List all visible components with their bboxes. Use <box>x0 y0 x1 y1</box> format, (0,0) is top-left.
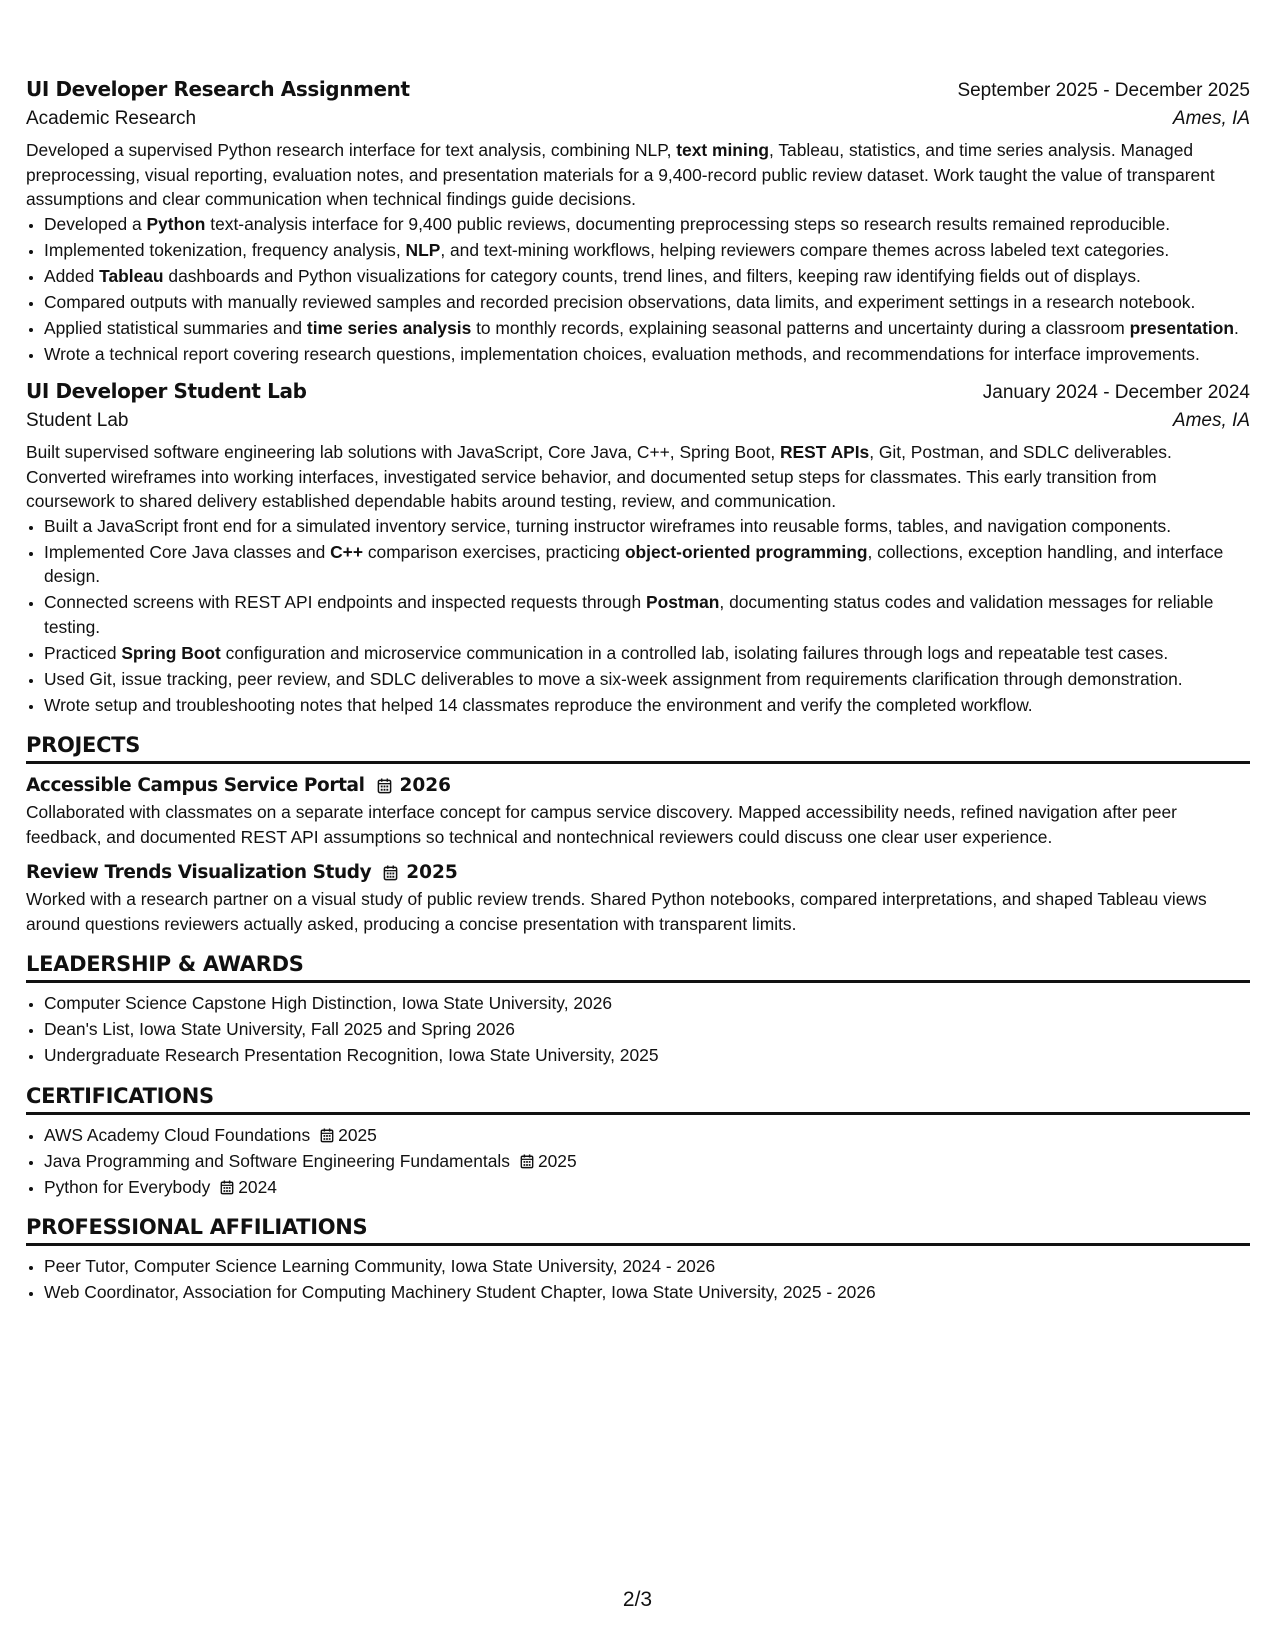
calendar-icon <box>220 1180 234 1195</box>
project-title: Review Trends Visualization Study <box>26 862 372 883</box>
job-title: UI Developer Research Assignment <box>26 77 410 101</box>
bullet-item: • Compared outputs with manually reviewed samples and recorded precision observations, data limits, and experiment settings in a research notebook. <box>44 290 1250 315</box>
organization: Student Lab <box>26 410 129 431</box>
job-summary: Developed a supervised Python research interface for text analysis, combining NLP, text mining, Tableau, statistics, and time series analysis. Managed preprocessing, visual reporting, evaluation notes, and presentation materials for a 9,400-record public review dataset. Work taught the value of transparent assumptions and clear communication when technical findings guide decisions. <box>26 140 1215 209</box>
organization: Academic Research <box>26 108 197 129</box>
affiliations-list <box>26 1254 1250 1305</box>
bullet-item: • Applied statistical summaries and time series analysis to monthly records, explaining seasonal patterns and uncertainty during a classroom presentation. <box>44 316 1250 341</box>
list-item: • Peer Tutor, Computer Science Learning Community, Iowa State University, 2024 - 2026 <box>44 1254 1250 1279</box>
certification-year: 2025 <box>537 1150 577 1171</box>
section-heading-projects: PROJECTS <box>26 731 1250 764</box>
project-year: 2025 <box>406 862 458 883</box>
experience-entry <box>26 376 1250 717</box>
bullet-item: • Developed a Python text-analysis interface for 9,400 public reviews, documenting preprocessing steps so research results remained reproducible. <box>44 212 1250 237</box>
experience-entry <box>26 74 1250 366</box>
location: Ames, IA <box>1172 108 1250 129</box>
calendar-icon <box>383 865 398 881</box>
bullet-item: • Implemented tokenization, frequency analysis, NLP, and text-mining workflows, helping reviewers compare themes across labeled text categories. <box>44 238 1250 263</box>
job-bullets <box>26 514 1250 718</box>
job-bullets <box>26 212 1250 367</box>
job-dates: September 2025 - December 2025 <box>957 80 1250 101</box>
project-entry <box>26 772 1250 849</box>
list-item: • Web Coordinator, Association for Computing Machinery Student Chapter, Iowa State University, 2025 - 2026 <box>44 1280 1250 1305</box>
bullet-item: • Wrote a technical report covering research questions, implementation choices, evaluation methods, and recommendations for interface improvements. <box>44 342 1250 367</box>
calendar-icon <box>320 1128 334 1143</box>
project-title: Accessible Campus Service Portal <box>26 775 365 796</box>
project-description: Worked with a research partner on a visual study of public review trends. Shared Python notebooks, compared interpretations, and shaped Tableau views around questions reviewers actually asked, producing a concise presentation with transparent limits. <box>26 889 1207 934</box>
bullet-item: • Used Git, issue tracking, peer review, and SDLC deliverables to move a six-week assignment from requirements clarification through demonstration. <box>44 667 1250 692</box>
job-summary: Built supervised software engineering lab solutions with JavaScript, Core Java, C++, Spring Boot, REST APIs, Git, Postman, and SDLC deliverables. Converted wireframes into working interfaces, investigated service behavior, and documented setup steps for classmates. This early transition from coursework to shared delivery established dependable habits around testing, review, and communication. <box>26 442 1172 511</box>
leadership-list <box>26 991 1250 1068</box>
project-year: 2026 <box>399 775 452 796</box>
section-heading-affiliations: PROFESSIONAL AFFILIATIONS <box>26 1213 1250 1246</box>
job-dates: January 2024 - December 2024 <box>982 382 1250 403</box>
list-item <box>44 1123 1250 1148</box>
section-heading-leadership: LEADERSHIP & AWARDS <box>26 950 1250 983</box>
list-item <box>44 1149 1250 1174</box>
bullet-item: • Built a JavaScript front end for a simulated inventory service, turning instructor wireframes into reusable forms, tables, and navigation components. <box>44 514 1250 539</box>
page-number: 2/3 <box>622 1588 653 1611</box>
calendar-icon <box>520 1154 534 1169</box>
certification-year: 2025 <box>338 1124 377 1145</box>
certification-name: Python for Everybody <box>44 1176 211 1197</box>
job-title: UI Developer Student Lab <box>26 379 307 403</box>
list-item: • Computer Science Capstone High Distinction, Iowa State University, 2026 <box>44 991 1250 1016</box>
certification-name: Java Programming and Software Engineering Fundamentals <box>44 1150 510 1171</box>
section-heading-certifications: CERTIFICATIONS <box>26 1082 1250 1115</box>
resume-page <box>26 74 1250 1306</box>
location: Ames, IA <box>1172 410 1250 431</box>
calendar-icon <box>377 778 392 794</box>
bullet-item: • Implemented Core Java classes and C++ comparison exercises, practicing object-oriented programming, collections, exception handling, and interface design. <box>44 540 1250 589</box>
bullet-item: • Practiced Spring Boot configuration and microservice communication in a controlled lab, isolating failures through logs and repeatable test cases. <box>44 641 1250 666</box>
bullet-item: • Added Tableau dashboards and Python visualizations for category counts, trend lines, and filters, keeping raw identifying fields out of displays. <box>44 264 1250 289</box>
project-description: Collaborated with classmates on a separate interface concept for campus service discovery. Mapped accessibility needs, refined navigation after peer feedback, and documented REST API assumptions so technical and nontechnical reviewers could discuss one clear user experience. <box>26 802 1177 847</box>
certification-year: 2024 <box>238 1176 277 1197</box>
project-entry <box>26 859 1250 936</box>
bullet-item: • Wrote setup and troubleshooting notes that helped 14 classmates reproduce the environment and verify the completed workflow. <box>44 693 1250 718</box>
certification-name: AWS Academy Cloud Foundations <box>44 1124 311 1145</box>
list-item <box>44 1175 1250 1200</box>
certifications-list <box>26 1123 1250 1200</box>
bullet-item: • Connected screens with REST API endpoints and inspected requests through Postman, documenting status codes and validation messages for reliable testing. <box>44 590 1250 639</box>
list-item: • Undergraduate Research Presentation Recognition, Iowa State University, 2025 <box>44 1043 1250 1068</box>
list-item: • Dean's List, Iowa State University, Fall 2025 and Spring 2026 <box>44 1017 1250 1042</box>
